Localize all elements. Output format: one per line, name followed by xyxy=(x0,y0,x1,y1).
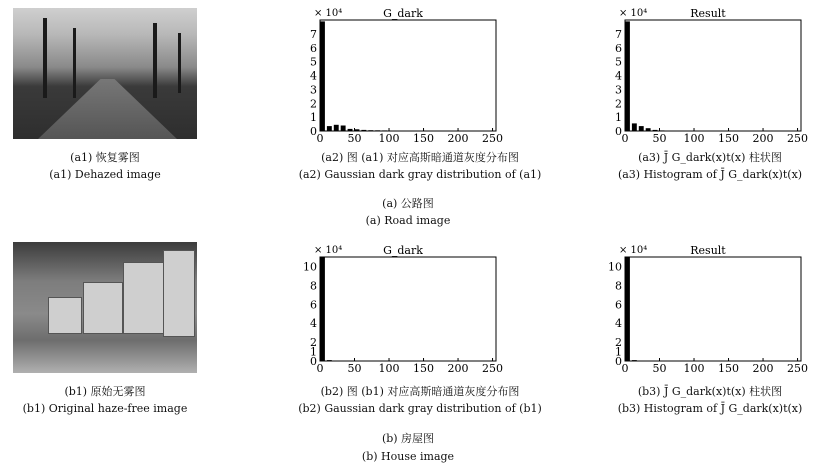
y-tick-label: 10 xyxy=(303,260,317,274)
y-tick-label: 4 xyxy=(615,69,622,83)
y-tick-label: 6 xyxy=(310,298,317,312)
histogram-bar xyxy=(382,130,387,131)
y-tick-label: 4 xyxy=(615,317,622,331)
y-tick-label: 2 xyxy=(615,336,622,350)
x-tick-label: 0 xyxy=(316,132,324,145)
y-tick-label: 10 xyxy=(608,260,622,274)
x-tick-label: 200 xyxy=(752,132,774,145)
y-tick-label: 1 xyxy=(310,345,317,359)
caption-b3-en: (b3) Histogram of J̄ G_dark(x)t(x) xyxy=(617,402,803,415)
x-tick-label: 150 xyxy=(413,132,435,145)
y-tick-label: 2 xyxy=(310,336,317,350)
y-tick-label: 6 xyxy=(310,41,317,55)
caption-a2-en: (a2) Gaussian dark gray distribution of (a1) xyxy=(298,168,542,181)
caption-b-cn: (b) 房屋图 xyxy=(381,432,435,445)
chart-title: G_dark xyxy=(383,244,423,257)
caption-a1-en: (a1) Dehazed image xyxy=(49,168,161,181)
histogram-bar xyxy=(361,130,366,131)
plot-frame xyxy=(320,20,496,131)
x-tick-label: 200 xyxy=(447,362,469,375)
x-tick-label: 50 xyxy=(347,132,362,145)
histogram-bar xyxy=(639,126,644,131)
y-tick-label: 1 xyxy=(615,345,622,359)
caption-a-en: (a) Road image xyxy=(365,214,451,227)
y-tick-label: 7 xyxy=(615,27,622,41)
histogram-bar xyxy=(653,130,658,131)
plot-frame xyxy=(625,20,801,131)
y-tick-label: 0 xyxy=(615,125,622,138)
x-tick-label: 0 xyxy=(316,362,324,375)
y-tick-label: 0 xyxy=(310,355,317,368)
x-tick-label: 250 xyxy=(787,362,809,375)
histogram-bar xyxy=(334,125,339,131)
x-tick-label: 200 xyxy=(752,362,774,375)
y-tick-label: 1 xyxy=(615,111,622,125)
histogram-bar xyxy=(625,21,630,131)
chart-title: Result xyxy=(690,244,726,257)
caption-a3-en: (a3) Histogram of J̄ G_dark(x)t(x) xyxy=(617,168,803,181)
y-tick-label: 7 xyxy=(310,27,317,41)
histogram-bar xyxy=(632,360,637,361)
chart-title: Result xyxy=(690,7,726,20)
histogram-bar xyxy=(632,123,637,131)
x-tick-label: 50 xyxy=(347,362,362,375)
caption-b3-cn: (b3) J̄ G_dark(x)t(x) 柱状图 xyxy=(637,385,783,398)
caption-b2-cn: (b2) 图 (b1) 对应高斯暗通道灰度分布图 xyxy=(320,385,520,398)
y-tick-label: 5 xyxy=(310,55,317,69)
y-tick-label: 6 xyxy=(615,41,622,55)
histogram-bar xyxy=(320,257,325,361)
x-tick-label: 100 xyxy=(378,132,400,145)
y-tick-label: 1 xyxy=(310,111,317,125)
caption-a-cn: (a) 公路图 xyxy=(382,197,434,210)
y-tick-label: 8 xyxy=(615,279,622,293)
x-tick-label: 250 xyxy=(482,132,504,145)
y-tick-label: 5 xyxy=(615,55,622,69)
y-tick-label: 8 xyxy=(310,279,317,293)
y-tick-label: 2 xyxy=(615,97,622,111)
histogram-bar xyxy=(348,129,353,131)
x-tick-label: 0 xyxy=(621,132,629,145)
scale-label: × 10⁴ xyxy=(619,8,648,19)
histogram-bar xyxy=(368,130,373,131)
histogram-bar xyxy=(355,129,360,131)
histogram-bar xyxy=(320,21,325,131)
y-tick-label: 3 xyxy=(615,83,622,97)
y-tick-label: 3 xyxy=(310,83,317,97)
x-tick-label: 100 xyxy=(683,132,705,145)
caption-b2-en: (b2) Gaussian dark gray distribution of (b1) xyxy=(298,402,542,415)
caption-b1-en: (b1) Original haze-free image xyxy=(22,402,188,415)
plot-frame xyxy=(320,257,496,361)
scale-label: × 10⁴ xyxy=(314,8,343,19)
caption-b-en: (b) House image xyxy=(361,450,455,463)
x-tick-label: 50 xyxy=(652,132,667,145)
chart-title: G_dark xyxy=(383,7,423,20)
x-tick-label: 100 xyxy=(378,362,400,375)
x-tick-label: 0 xyxy=(621,362,629,375)
histogram-bar xyxy=(625,257,630,361)
histogram-bar xyxy=(375,130,380,131)
caption-a2-cn: (a2) 图 (a1) 对应高斯暗通道灰度分布图 xyxy=(321,151,519,164)
caption-b1-cn: (b1) 原始无雾图 xyxy=(64,385,146,398)
histogram-bar xyxy=(327,360,332,361)
histogram-bar xyxy=(646,128,651,131)
x-tick-label: 150 xyxy=(718,132,740,145)
y-tick-label: 2 xyxy=(310,97,317,111)
y-tick-label: 0 xyxy=(310,125,317,138)
x-tick-label: 150 xyxy=(413,362,435,375)
histogram-bar xyxy=(341,126,346,132)
x-tick-label: 150 xyxy=(718,362,740,375)
scale-label: × 10⁴ xyxy=(619,245,648,256)
scale-label: × 10⁴ xyxy=(314,245,343,256)
plot-frame xyxy=(625,257,801,361)
x-tick-label: 250 xyxy=(787,132,809,145)
x-tick-label: 250 xyxy=(482,362,504,375)
y-tick-label: 0 xyxy=(615,355,622,368)
y-tick-label: 4 xyxy=(310,317,317,331)
x-tick-label: 50 xyxy=(652,362,667,375)
histogram-bar xyxy=(327,126,332,131)
x-tick-label: 200 xyxy=(447,132,469,145)
x-tick-label: 100 xyxy=(683,362,705,375)
y-tick-label: 6 xyxy=(615,298,622,312)
histogram-bar xyxy=(660,130,665,131)
caption-a3-cn: (a3) J̄ G_dark(x)t(x) 柱状图 xyxy=(638,151,782,164)
y-tick-label: 4 xyxy=(310,69,317,83)
caption-a1-cn: (a1) 恢复雾图 xyxy=(70,151,140,164)
